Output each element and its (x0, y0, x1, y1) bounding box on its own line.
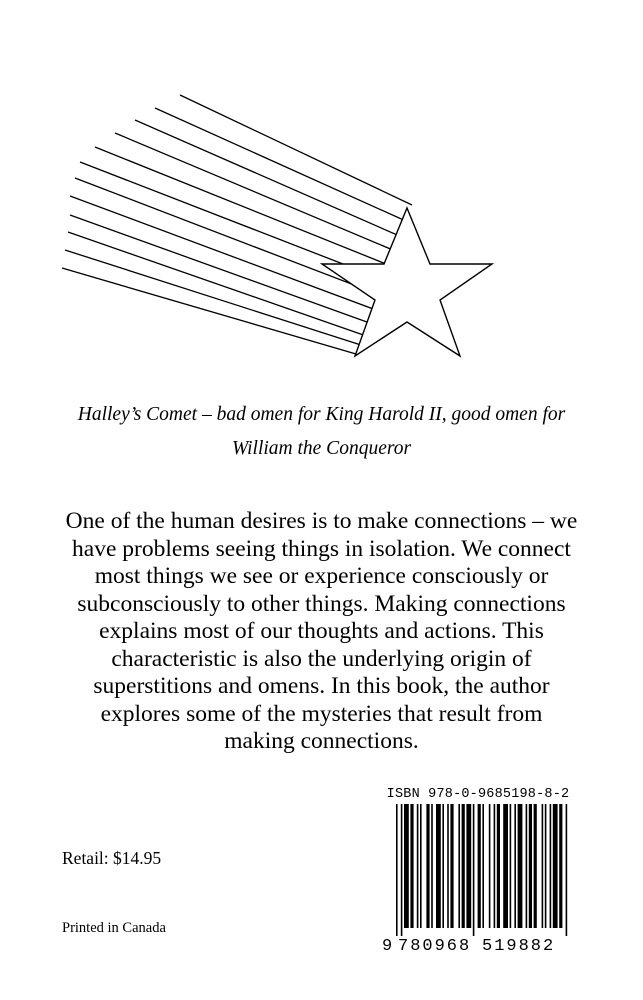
blurb-line: One of the human desires is to make connections – we (65, 508, 578, 534)
barcode-digits-left: 780968 (398, 937, 472, 954)
illustration-caption (40, 398, 603, 466)
comet-tail-lines (62, 95, 412, 354)
blurb-line: superstitions and omens. In this book, the author (93, 673, 550, 699)
barcode-digit-prefix: 9 (382, 937, 393, 954)
book-description (40, 508, 603, 756)
isbn-label: ISBN 978-0-9685198-8-2 (386, 787, 570, 802)
blurb-line: explores some of the mysteries that result from (100, 700, 543, 727)
blurb-line: characteristic is also the underlying origin of (111, 645, 532, 672)
blurb-line: making connections. (224, 728, 419, 754)
printed-location: Printed in Canada (62, 920, 166, 936)
caption-line-1: Halley’s Comet – bad omen for King Harold II, good omen for (77, 404, 566, 425)
barcode-bars (396, 804, 567, 936)
shooting-star-illustration (0, 0, 643, 400)
retail-price: Retail: $14.95 (62, 848, 162, 868)
isbn-barcode (378, 804, 578, 954)
blurb-line: have problems seeing things in isolation. We connect (72, 535, 571, 562)
blurb-line: most things we see or experience consciously or (94, 563, 549, 589)
blurb-line: explains most of our thoughts and actions. This (99, 618, 544, 644)
barcode-digits-right: 519882 (482, 937, 556, 954)
caption-line-2: William the Conqueror (231, 438, 412, 459)
blurb-line: subconsciously to other things. Making connections (77, 590, 566, 617)
